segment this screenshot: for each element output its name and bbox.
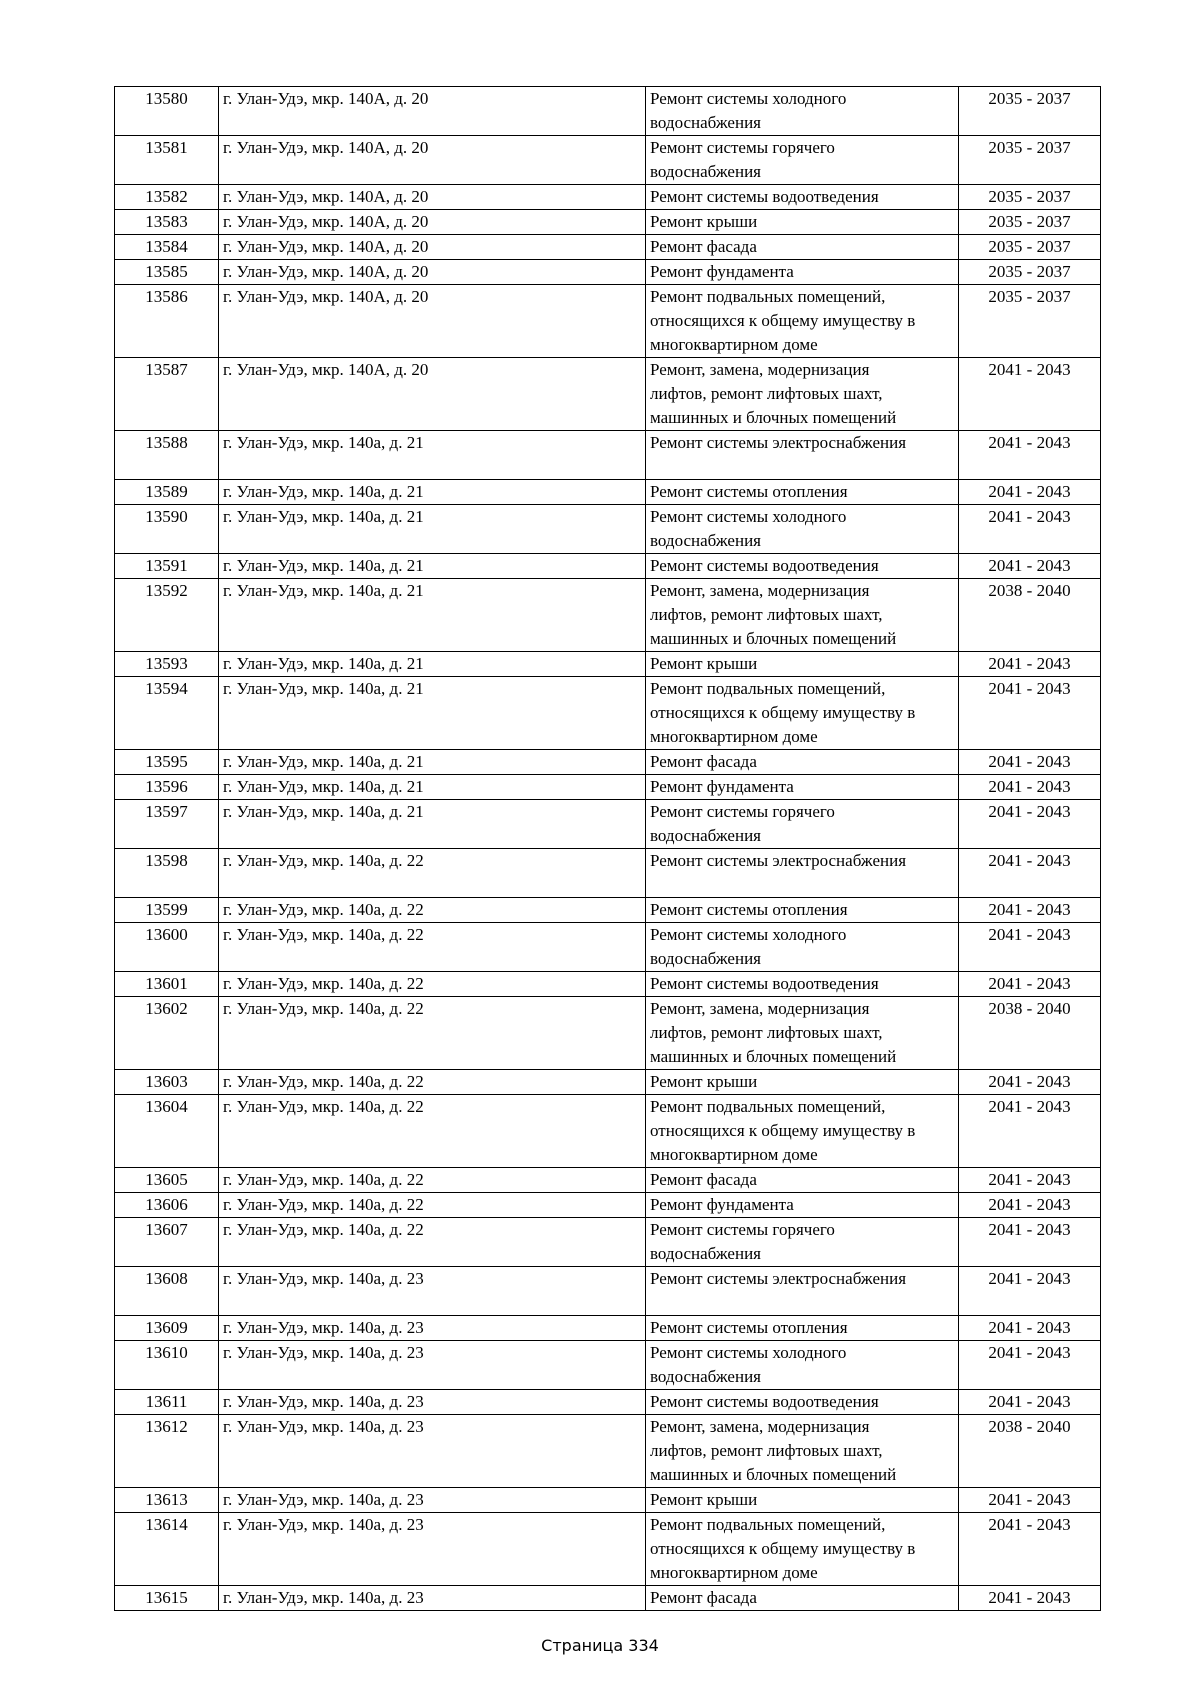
work-type-line: Ремонт системы отопления <box>650 1318 848 1337</box>
table-row <box>115 185 1101 210</box>
table-row <box>115 1513 1101 1586</box>
work-type-line: относящихся к общему имуществу в <box>650 311 916 330</box>
work-type-line: Ремонт, замена, модернизация <box>650 1417 870 1436</box>
work-type-line: Ремонт системы электроснабжения <box>650 851 907 870</box>
table-row <box>115 554 1101 579</box>
table-row <box>115 579 1101 652</box>
address-cell: г. Улан-Удэ, мкр. 140А, д. 20 <box>219 358 646 431</box>
row-number-cell: 13590 <box>115 505 219 554</box>
work-type-line: относящихся к общему имуществу в <box>650 1539 916 1558</box>
address-cell: г. Улан-Удэ, мкр. 140а, д. 22 <box>219 1095 646 1168</box>
table-row <box>115 775 1101 800</box>
address-cell: г. Улан-Удэ, мкр. 140а, д. 22 <box>219 1193 646 1218</box>
work-type-line: Ремонт фундамента <box>650 262 794 281</box>
work-type-line: водоснабжения <box>650 1244 761 1263</box>
address-cell: г. Улан-Удэ, мкр. 140а, д. 23 <box>219 1341 646 1390</box>
row-number-cell: 13587 <box>115 358 219 431</box>
row-number-cell: 13582 <box>115 185 219 210</box>
address-cell: г. Улан-Удэ, мкр. 140а, д. 21 <box>219 652 646 677</box>
work-type-cell <box>646 358 959 431</box>
row-number-cell: 13611 <box>115 1390 219 1415</box>
work-type-cell <box>646 579 959 652</box>
work-type-line: Ремонт системы водоотведения <box>650 556 879 575</box>
row-number-cell: 13595 <box>115 750 219 775</box>
work-type-cell <box>646 652 959 677</box>
work-type-cell <box>646 1316 959 1341</box>
work-type-cell <box>646 1267 959 1316</box>
work-type-line: относящихся к общему имуществу в <box>650 1121 916 1140</box>
work-type-cell <box>646 260 959 285</box>
address-cell: г. Улан-Удэ, мкр. 140а, д. 21 <box>219 579 646 652</box>
row-number-cell: 13605 <box>115 1168 219 1193</box>
table-row <box>115 260 1101 285</box>
row-number-cell: 13583 <box>115 210 219 235</box>
address-cell: г. Улан-Удэ, мкр. 140а, д. 23 <box>219 1586 646 1611</box>
period-cell: 2041 - 2043 <box>959 554 1101 579</box>
row-number-cell: 13608 <box>115 1267 219 1316</box>
period-cell: 2041 - 2043 <box>959 480 1101 505</box>
period-cell: 2041 - 2043 <box>959 972 1101 997</box>
address-cell: г. Улан-Удэ, мкр. 140а, д. 23 <box>219 1415 646 1488</box>
period-cell: 2041 - 2043 <box>959 1218 1101 1267</box>
period-cell: 2041 - 2043 <box>959 923 1101 972</box>
work-type-line: Ремонт крыши <box>650 654 758 673</box>
table-row <box>115 1415 1101 1488</box>
address-cell: г. Улан-Удэ, мкр. 140а, д. 21 <box>219 677 646 750</box>
period-cell: 2041 - 2043 <box>959 849 1101 898</box>
row-number-cell: 13607 <box>115 1218 219 1267</box>
work-type-line: Ремонт фасада <box>650 1588 757 1607</box>
row-number-cell: 13580 <box>115 87 219 136</box>
period-cell: 2035 - 2037 <box>959 185 1101 210</box>
work-type-line: Ремонт системы холодного <box>650 925 847 944</box>
work-type-cell <box>646 185 959 210</box>
address-cell: г. Улан-Удэ, мкр. 140а, д. 22 <box>219 898 646 923</box>
address-cell: г. Улан-Удэ, мкр. 140а, д. 21 <box>219 554 646 579</box>
row-number-cell: 13591 <box>115 554 219 579</box>
table-row <box>115 677 1101 750</box>
repair-schedule-table <box>114 86 1101 1611</box>
period-cell: 2041 - 2043 <box>959 800 1101 849</box>
work-type-line <box>650 1291 954 1315</box>
work-type-line: Ремонт подвальных помещений, <box>650 1097 886 1116</box>
work-type-cell <box>646 1168 959 1193</box>
work-type-cell <box>646 87 959 136</box>
row-number-cell: 13609 <box>115 1316 219 1341</box>
address-cell: г. Улан-Удэ, мкр. 140А, д. 20 <box>219 285 646 358</box>
table-row <box>115 505 1101 554</box>
address-cell: г. Улан-Удэ, мкр. 140а, д. 22 <box>219 923 646 972</box>
work-type-cell <box>646 505 959 554</box>
period-cell: 2041 - 2043 <box>959 505 1101 554</box>
work-type-line: Ремонт системы холодного <box>650 89 847 108</box>
work-type-line: Ремонт фасада <box>650 1170 757 1189</box>
period-cell: 2041 - 2043 <box>959 1168 1101 1193</box>
period-cell: 2035 - 2037 <box>959 136 1101 185</box>
work-type-cell <box>646 480 959 505</box>
table-row <box>115 1193 1101 1218</box>
row-number-cell: 13593 <box>115 652 219 677</box>
row-number-cell: 13615 <box>115 1586 219 1611</box>
work-type-line: Ремонт системы горячего <box>650 1220 835 1239</box>
row-number-cell: 13606 <box>115 1193 219 1218</box>
period-cell: 2035 - 2037 <box>959 235 1101 260</box>
table-row <box>115 1586 1101 1611</box>
row-number-cell: 13602 <box>115 997 219 1070</box>
work-type-line: машинных и блочных помещений <box>650 629 897 648</box>
table-row <box>115 1095 1101 1168</box>
period-cell: 2038 - 2040 <box>959 997 1101 1070</box>
work-type-line: машинных и блочных помещений <box>650 1465 897 1484</box>
work-type-cell <box>646 923 959 972</box>
work-type-cell <box>646 1341 959 1390</box>
work-type-line: Ремонт крыши <box>650 1072 758 1091</box>
work-type-cell <box>646 849 959 898</box>
address-cell: г. Улан-Удэ, мкр. 140а, д. 23 <box>219 1488 646 1513</box>
work-type-line: Ремонт крыши <box>650 1490 758 1509</box>
work-type-cell <box>646 972 959 997</box>
work-type-line: Ремонт системы горячего <box>650 802 835 821</box>
period-cell: 2041 - 2043 <box>959 1488 1101 1513</box>
address-cell: г. Улан-Удэ, мкр. 140а, д. 22 <box>219 997 646 1070</box>
work-type-line: лифтов, ремонт лифтовых шахт, <box>650 384 883 403</box>
work-type-line: многоквартирном доме <box>650 1145 818 1164</box>
row-number-cell: 13581 <box>115 136 219 185</box>
work-type-line: Ремонт, замена, модернизация <box>650 999 870 1018</box>
table-row <box>115 750 1101 775</box>
work-type-cell <box>646 1095 959 1168</box>
work-type-line: лифтов, ремонт лифтовых шахт, <box>650 1441 883 1460</box>
address-cell: г. Улан-Удэ, мкр. 140а, д. 21 <box>219 775 646 800</box>
period-cell: 2041 - 2043 <box>959 1316 1101 1341</box>
address-cell: г. Улан-Удэ, мкр. 140А, д. 20 <box>219 260 646 285</box>
period-cell: 2041 - 2043 <box>959 1586 1101 1611</box>
work-type-line: водоснабжения <box>650 1367 761 1386</box>
work-type-line: Ремонт системы холодного <box>650 507 847 526</box>
row-number-cell: 13613 <box>115 1488 219 1513</box>
work-type-line: Ремонт фасада <box>650 752 757 771</box>
row-number-cell: 13588 <box>115 431 219 480</box>
period-cell: 2041 - 2043 <box>959 1095 1101 1168</box>
work-type-cell <box>646 800 959 849</box>
table-row <box>115 431 1101 480</box>
work-type-cell <box>646 1193 959 1218</box>
work-type-line: лифтов, ремонт лифтовых шахт, <box>650 1023 883 1042</box>
table-row <box>115 898 1101 923</box>
table-row <box>115 1316 1101 1341</box>
table-row <box>115 1390 1101 1415</box>
work-type-line: водоснабжения <box>650 531 761 550</box>
period-cell: 2041 - 2043 <box>959 750 1101 775</box>
work-type-line: Ремонт системы электроснабжения <box>650 433 907 452</box>
address-cell: г. Улан-Удэ, мкр. 140а, д. 21 <box>219 800 646 849</box>
address-cell: г. Улан-Удэ, мкр. 140А, д. 20 <box>219 185 646 210</box>
row-number-cell: 13597 <box>115 800 219 849</box>
work-type-line: машинных и блочных помещений <box>650 1047 897 1066</box>
period-cell: 2041 - 2043 <box>959 652 1101 677</box>
table-row <box>115 800 1101 849</box>
row-number-cell: 13612 <box>115 1415 219 1488</box>
work-type-line: многоквартирном доме <box>650 335 818 354</box>
period-cell: 2041 - 2043 <box>959 431 1101 480</box>
address-cell: г. Улан-Удэ, мкр. 140а, д. 23 <box>219 1316 646 1341</box>
address-cell: г. Улан-Удэ, мкр. 140а, д. 22 <box>219 1168 646 1193</box>
work-type-line: Ремонт системы электроснабжения <box>650 1269 907 1288</box>
work-type-cell <box>646 898 959 923</box>
work-type-line: Ремонт системы отопления <box>650 482 848 501</box>
row-number-cell: 13603 <box>115 1070 219 1095</box>
work-type-cell <box>646 1390 959 1415</box>
table-row <box>115 923 1101 972</box>
period-cell: 2035 - 2037 <box>959 260 1101 285</box>
row-number-cell: 13596 <box>115 775 219 800</box>
table-row <box>115 997 1101 1070</box>
row-number-cell: 13600 <box>115 923 219 972</box>
work-type-line: Ремонт подвальных помещений, <box>650 287 886 306</box>
row-number-cell: 13586 <box>115 285 219 358</box>
period-cell: 2038 - 2040 <box>959 579 1101 652</box>
period-cell: 2035 - 2037 <box>959 87 1101 136</box>
work-type-line: Ремонт системы холодного <box>650 1343 847 1362</box>
work-type-line <box>650 455 954 479</box>
table-row <box>115 285 1101 358</box>
row-number-cell: 13601 <box>115 972 219 997</box>
work-type-line: Ремонт подвальных помещений, <box>650 679 886 698</box>
period-cell: 2041 - 2043 <box>959 1341 1101 1390</box>
address-cell: г. Улан-Удэ, мкр. 140а, д. 23 <box>219 1390 646 1415</box>
period-cell: 2035 - 2037 <box>959 210 1101 235</box>
row-number-cell: 13585 <box>115 260 219 285</box>
work-type-line: Ремонт системы водоотведения <box>650 1392 879 1411</box>
row-number-cell: 13592 <box>115 579 219 652</box>
work-type-line: многоквартирном доме <box>650 727 818 746</box>
table-row <box>115 1218 1101 1267</box>
address-cell: г. Улан-Удэ, мкр. 140А, д. 20 <box>219 210 646 235</box>
address-cell: г. Улан-Удэ, мкр. 140а, д. 23 <box>219 1267 646 1316</box>
address-cell: г. Улан-Удэ, мкр. 140а, д. 22 <box>219 1070 646 1095</box>
work-type-line: Ремонт системы горячего <box>650 138 835 157</box>
row-number-cell: 13604 <box>115 1095 219 1168</box>
table-row <box>115 136 1101 185</box>
work-type-line: водоснабжения <box>650 162 761 181</box>
period-cell: 2041 - 2043 <box>959 1513 1101 1586</box>
work-type-cell <box>646 554 959 579</box>
period-cell: 2038 - 2040 <box>959 1415 1101 1488</box>
period-cell: 2035 - 2037 <box>959 285 1101 358</box>
table-row <box>115 480 1101 505</box>
address-cell: г. Улан-Удэ, мкр. 140А, д. 20 <box>219 235 646 260</box>
table-body <box>115 87 1101 1611</box>
period-cell: 2041 - 2043 <box>959 1193 1101 1218</box>
address-cell: г. Улан-Удэ, мкр. 140А, д. 20 <box>219 136 646 185</box>
work-type-cell <box>646 1415 959 1488</box>
address-cell: г. Улан-Удэ, мкр. 140а, д. 23 <box>219 1513 646 1586</box>
period-cell: 2041 - 2043 <box>959 677 1101 750</box>
work-type-line: многоквартирном доме <box>650 1563 818 1582</box>
work-type-cell <box>646 285 959 358</box>
address-cell: г. Улан-Удэ, мкр. 140а, д. 21 <box>219 750 646 775</box>
period-cell: 2041 - 2043 <box>959 358 1101 431</box>
address-cell: г. Улан-Удэ, мкр. 140а, д. 21 <box>219 431 646 480</box>
work-type-line: Ремонт фундамента <box>650 777 794 796</box>
work-type-cell <box>646 431 959 480</box>
period-cell: 2041 - 2043 <box>959 1267 1101 1316</box>
table-row <box>115 358 1101 431</box>
work-type-line: лифтов, ремонт лифтовых шахт, <box>650 605 883 624</box>
work-type-line <box>650 873 954 897</box>
table-row <box>115 1070 1101 1095</box>
work-type-cell <box>646 235 959 260</box>
work-type-cell <box>646 997 959 1070</box>
work-type-line: относящихся к общему имуществу в <box>650 703 916 722</box>
period-cell: 2041 - 2043 <box>959 1070 1101 1095</box>
work-type-line: водоснабжения <box>650 113 761 132</box>
address-cell: г. Улан-Удэ, мкр. 140а, д. 22 <box>219 849 646 898</box>
work-type-line: Ремонт системы водоотведения <box>650 187 879 206</box>
work-type-line: Ремонт крыши <box>650 212 758 231</box>
work-type-line: Ремонт фасада <box>650 237 757 256</box>
work-type-cell <box>646 1513 959 1586</box>
work-type-line: машинных и блочных помещений <box>650 408 897 427</box>
work-type-cell <box>646 1218 959 1267</box>
row-number-cell: 13614 <box>115 1513 219 1586</box>
work-type-cell <box>646 136 959 185</box>
work-type-cell <box>646 1586 959 1611</box>
work-type-cell <box>646 210 959 235</box>
table-row <box>115 235 1101 260</box>
table-row <box>115 210 1101 235</box>
work-type-line: Ремонт, замена, модернизация <box>650 360 870 379</box>
address-cell: г. Улан-Удэ, мкр. 140а, д. 22 <box>219 1218 646 1267</box>
table-row <box>115 1267 1101 1316</box>
row-number-cell: 13610 <box>115 1341 219 1390</box>
table-row <box>115 652 1101 677</box>
work-type-line: Ремонт системы водоотведения <box>650 974 879 993</box>
work-type-line: водоснабжения <box>650 949 761 968</box>
address-cell: г. Улан-Удэ, мкр. 140А, д. 20 <box>219 87 646 136</box>
work-type-cell <box>646 1488 959 1513</box>
work-type-cell <box>646 750 959 775</box>
work-type-line: Ремонт фундамента <box>650 1195 794 1214</box>
work-type-line: Ремонт подвальных помещений, <box>650 1515 886 1534</box>
table-row <box>115 1168 1101 1193</box>
work-type-cell <box>646 677 959 750</box>
row-number-cell: 13598 <box>115 849 219 898</box>
row-number-cell: 13584 <box>115 235 219 260</box>
work-type-line: Ремонт, замена, модернизация <box>650 581 870 600</box>
table-row <box>115 849 1101 898</box>
period-cell: 2041 - 2043 <box>959 775 1101 800</box>
page-number: Страница 334 <box>541 1636 659 1655</box>
address-cell: г. Улан-Удэ, мкр. 140а, д. 21 <box>219 505 646 554</box>
work-type-cell <box>646 775 959 800</box>
period-cell: 2041 - 2043 <box>959 898 1101 923</box>
table-row <box>115 972 1101 997</box>
table-row <box>115 1488 1101 1513</box>
work-type-cell <box>646 1070 959 1095</box>
row-number-cell: 13589 <box>115 480 219 505</box>
row-number-cell: 13599 <box>115 898 219 923</box>
table-row <box>115 87 1101 136</box>
period-cell: 2041 - 2043 <box>959 1390 1101 1415</box>
address-cell: г. Улан-Удэ, мкр. 140а, д. 22 <box>219 972 646 997</box>
row-number-cell: 13594 <box>115 677 219 750</box>
work-type-line: Ремонт системы отопления <box>650 900 848 919</box>
work-type-line: водоснабжения <box>650 826 761 845</box>
address-cell: г. Улан-Удэ, мкр. 140а, д. 21 <box>219 480 646 505</box>
table-row <box>115 1341 1101 1390</box>
